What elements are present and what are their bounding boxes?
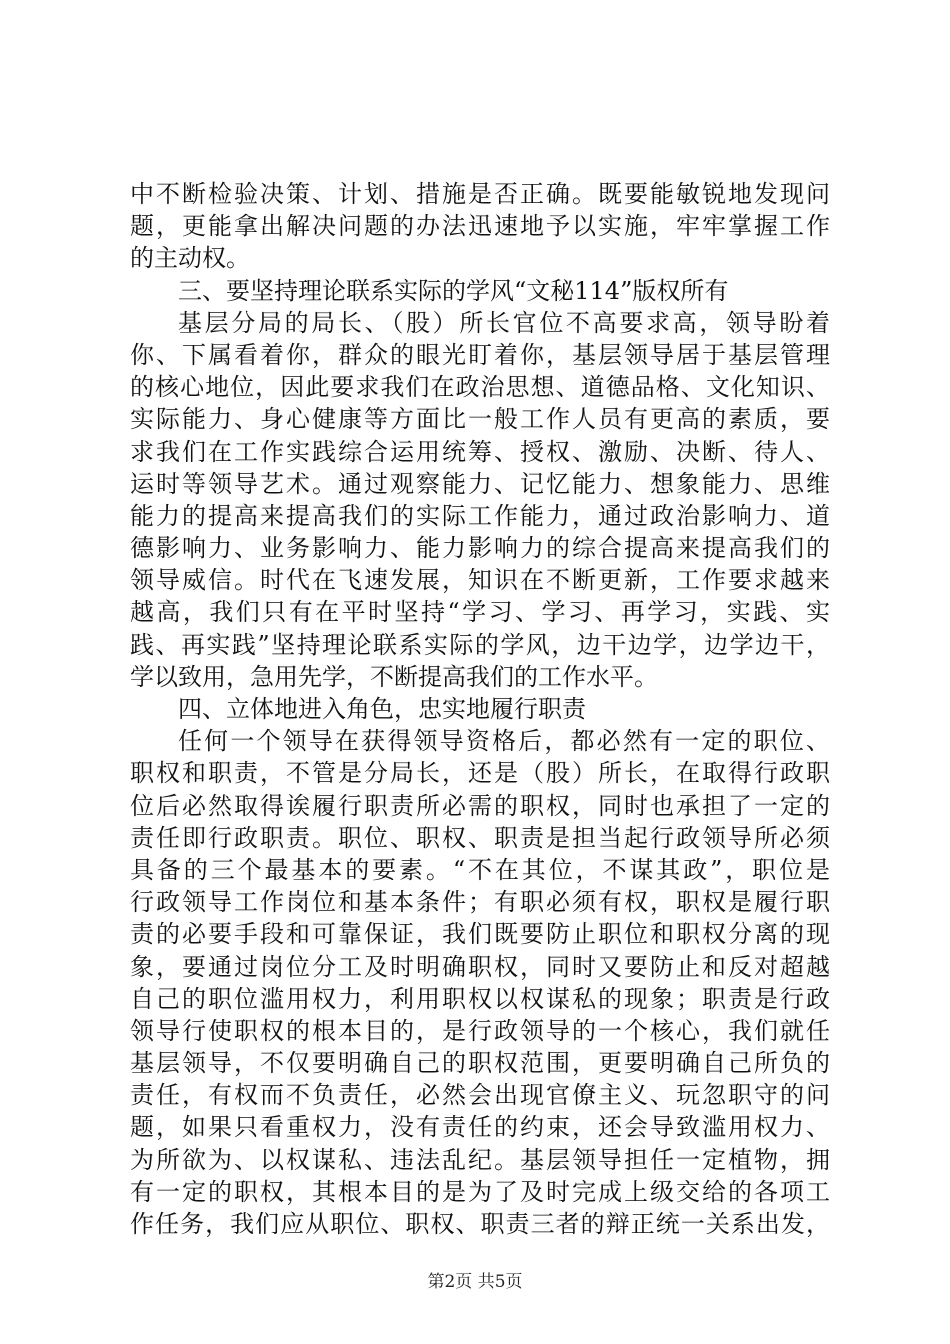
text-line: 行政领导工作岗位和基本条件；有职必须有权，职权是履行职	[130, 888, 830, 917]
text-line: 责的必要手段和可靠保证，我们既要防止职位和职权分离的现	[130, 920, 830, 949]
text-line: 越高，我们只有在平时坚持“学习、学习、再学习，实践、实	[130, 598, 830, 627]
text-line: 的主动权。	[130, 244, 250, 273]
text-line: 象，要通过岗位分工及时明确职权，同时又要防止和反对超越	[130, 952, 830, 981]
text-line: 中不断检验决策、计划、措施是否正确。既要能敏锐地发现问	[130, 180, 830, 208]
text-line: 学以致用，急用先学，不断提高我们的工作水平。	[130, 662, 658, 691]
text-line: 责任，有权而不负责任，必然会出现官僚主义、玩忽职守的问	[130, 1081, 830, 1110]
text-line: 为所欲为、以权谋私、违法乱纪。基层领导担任一定植物，拥	[130, 1145, 830, 1174]
text-line: 位后必然取得诶履行职责所必需的职权，同时也承担了一定的	[130, 791, 830, 820]
text-line: 题，如果只看重权力，没有责任的约束，还会导致滥用权力、	[130, 1113, 830, 1142]
document-body	[130, 178, 830, 1240]
text-line: 能力的提高来提高我们的实际工作能力，通过政治影响力、道	[130, 501, 830, 530]
text-line: 你、下属看着你，群众的眼光盯着你，基层领导居于基层管理	[130, 340, 830, 369]
text-line: 领导威信。时代在飞速发展，知识在不断更新，工作要求越来	[130, 566, 830, 595]
text-line: 作任务，我们应从职位、职权、职责三者的辩正统一关系出发，	[130, 1210, 830, 1238]
text-line: 领导行使职权的根本目的，是行政领导的一个核心，我们就任	[130, 1016, 830, 1045]
text-line: 德影响力、业务影响力、能力影响力的综合提高来提高我们的	[130, 534, 830, 563]
section-heading: 三、要坚持理论联系实际的学风“文秘114”版权所有	[178, 276, 729, 305]
text-line: 有一定的职权，其根本目的是为了及时完成上级交给的各项工	[130, 1177, 830, 1206]
text-line: 基层领导，不仅要明确自己的职权范围，更要明确自己所负的	[130, 1049, 830, 1078]
text-line: 基层分局的局长、（股）所长官位不高要求高，领导盼着	[178, 308, 830, 337]
text-line: 自己的职位滥用权力，利用职权以权谋私的现象；职责是行政	[130, 984, 830, 1013]
text-line: 题，更能拿出解决问题的办法迅速地予以实施，牢牢掌握工作	[130, 212, 830, 241]
page-footer: 第2页 共5页	[427, 1272, 523, 1292]
text-line: 践、再实践”坚持理论联系实际的学风，边干边学，边学边干，	[130, 630, 830, 659]
text-line: 实际能力、身心健康等方面比一般工作人员有更高的素质，要	[130, 405, 830, 434]
text-line: 的核心地位，因此要求我们在政治思想、道德品格、文化知识、	[130, 373, 830, 402]
section-heading: 四、立体地进入角色，忠实地履行职责	[178, 695, 586, 723]
text-line: 任何一个领导在获得领导资格后，都必然有一定的职位、	[178, 727, 830, 756]
text-line: 责任即行政职责。职位、职权、职责是担当起行政领导所必须	[130, 823, 830, 852]
text-line: 运时等领导艺术。通过观察能力、记忆能力、想象能力、思维	[130, 469, 830, 498]
text-line: 具备的三个最基本的要素。“不在其位，不谋其政”，职位是	[130, 855, 830, 884]
text-line: 求我们在工作实践综合运用统筹、授权、激励、决断、待人、	[130, 437, 830, 466]
text-line: 职权和职责，不管是分局长，还是（股）所长，在取得行政职	[130, 759, 830, 788]
